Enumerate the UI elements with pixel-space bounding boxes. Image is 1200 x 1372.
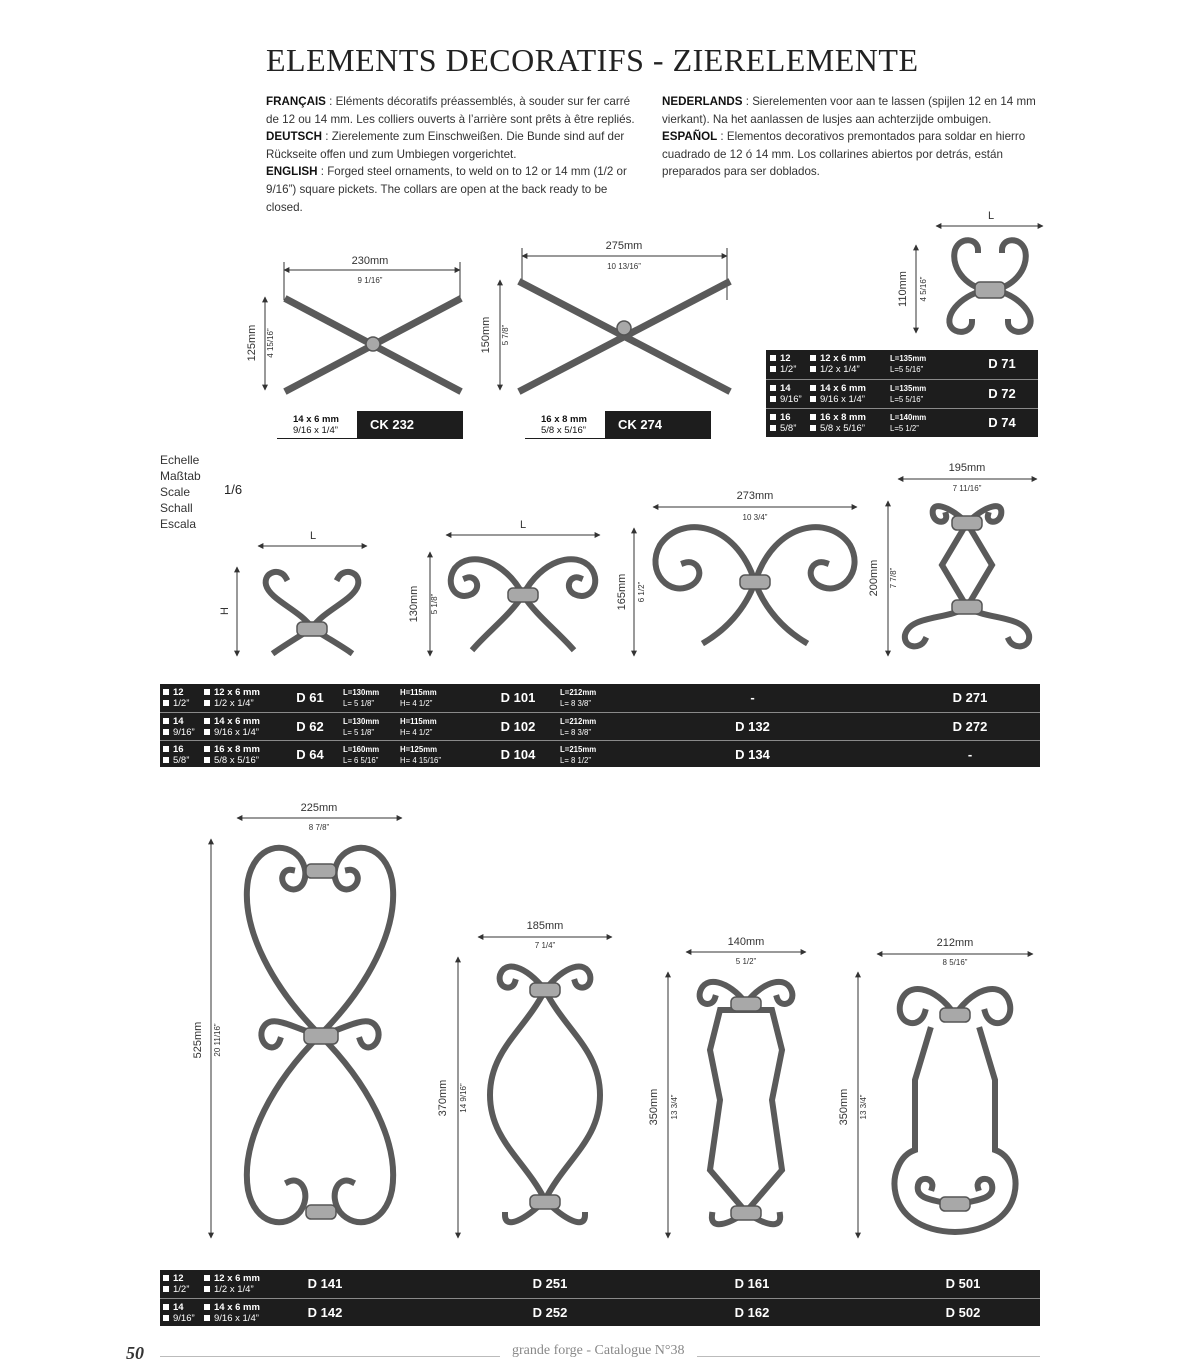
dim-d251-h-in: 14 9/16” bbox=[459, 1083, 468, 1113]
dim-d71-w: L bbox=[987, 210, 995, 222]
dim-d141-w-in: 8 7/8” bbox=[308, 823, 330, 832]
dim-d71-h: 110mm bbox=[897, 271, 909, 307]
footer-text: grande forge - Catalogue N°38 bbox=[500, 1343, 697, 1359]
dim-d251-w: 185mm bbox=[526, 920, 564, 932]
dim-d132-h-in: 6 1/2” bbox=[637, 581, 646, 603]
dim-d501-h: 350mm bbox=[838, 1088, 850, 1126]
scale-labels: Echelle Maßtab Scale Schall Escala bbox=[160, 453, 201, 531]
dim-d501-h-in: 13 3/4” bbox=[859, 1094, 868, 1120]
table-ck232 bbox=[277, 411, 463, 439]
table-row: 14 9/16” 14 x 6 mm 9/16 x 1/4” L=135mm L=5 5/16” D 72 bbox=[766, 379, 1038, 407]
dim-d132-h: 165mm bbox=[616, 573, 628, 611]
table-row: 14 9/16” 14 x 6 mm 9/16 x 1/4” D 62 L=130mm L= 5 1/8” H=115mm H= 4 1/2” D 102 L=212mm L= 8 3/8” D 132 D 272 bbox=[160, 712, 1040, 740]
ck232-section-in: 9/16 x 1/4” bbox=[283, 425, 339, 436]
page-title: ELEMENTS DECORATIFS - ZIERELEMENTE bbox=[266, 42, 919, 78]
ornament-d101 bbox=[451, 559, 596, 648]
dim-d141-h-in: 20 11/16” bbox=[213, 1023, 222, 1057]
dim-ck232-w: 230mm bbox=[351, 255, 389, 267]
dim-d271-w-in: 7 11/16” bbox=[952, 484, 982, 493]
dim-d141-h: 525mm bbox=[192, 1021, 204, 1059]
intro-en: ENGLISH : Forged steel ornaments, to weld on to 12 or 14 mm (1/2 or 9/16”) square pickets. The collars are open at the back ready to be closed. bbox=[266, 165, 627, 214]
dim-d271-h-in: 7 7/8” bbox=[889, 567, 898, 589]
dim-d101-h-in: 5 1/8” bbox=[430, 593, 439, 615]
table-row: 16 5/8” 16 x 8 mm 5/8 x 5/16” D 64 L=160mm L= 6 5/16” H=125mm H= 4 15/16” D 104 L=215mm L= 8 1/2” D 134 - bbox=[160, 740, 1040, 768]
table-row: 16 5/8” 16 x 8 mm 5/8 x 5/16” L=140mm L=5 1/2” D 74 bbox=[766, 408, 1038, 436]
table-d7 bbox=[766, 350, 1038, 437]
dim-d161-h-in: 13 3/4” bbox=[670, 1094, 679, 1120]
ornament-ck274 bbox=[522, 283, 727, 390]
dim-ck274-h: 150mm bbox=[480, 316, 492, 354]
code-d74: D 74 bbox=[988, 415, 1016, 430]
dim-d161-w-in: 5 1/2” bbox=[735, 957, 757, 966]
ornament-d61 bbox=[266, 572, 359, 652]
table-ck274 bbox=[525, 411, 711, 439]
intro-fr: FRANÇAIS : Eléments décoratifs préassemblés, à souder sur fer carré de 12 ou 14 mm. Les colliers ouverts à l’arrière sont prêts à être repliés. bbox=[266, 95, 635, 126]
dim-d251-w-in: 7 1/4” bbox=[534, 941, 556, 950]
dim-d71-h-in: 4 5/16” bbox=[919, 276, 928, 302]
dim-d161-w: 140mm bbox=[727, 936, 765, 948]
intro-nl: NEDERLANDS : Sierelementen voor aan te lassen (spijlen 12 en 14 mm vierkant). Na het aanlassen de lusjes aan achterzijde ombuigen. bbox=[662, 95, 1036, 126]
dim-ck232-h-in: 4 15/16” bbox=[266, 328, 275, 358]
dim-ck274-w-in: 10 13/16” bbox=[607, 262, 641, 271]
table-row: 12 1/2” 12 x 6 mm 1/2 x 1/4” D 141 D 251 D 161 D 501 bbox=[160, 1270, 1040, 1297]
code-d71: D 71 bbox=[988, 356, 1016, 371]
intro-de: DEUTSCH : Zierelemente zum Einschweißen. Die Bunde sind auf der Rückseite offen und zum Umbiegen vorgerichtet. bbox=[266, 130, 625, 161]
ornament-d501 bbox=[894, 989, 1015, 1232]
ck274-section-mm: 16 x 8 mm bbox=[531, 414, 587, 425]
dim-ck274-h-in: 5 7/8” bbox=[501, 324, 510, 346]
code-ck232: CK 232 bbox=[369, 417, 415, 432]
scale-value: 1/6 bbox=[224, 482, 243, 497]
code-d72: D 72 bbox=[988, 386, 1016, 401]
dim-d132-w-in: 10 3/4” bbox=[742, 513, 768, 522]
dim-d61-w: L bbox=[309, 530, 317, 542]
dim-d101-w: L bbox=[519, 519, 527, 531]
table-row: 12 1/2” 12 x 6 mm 1/2 x 1/4” L=135mm L=5 5/16” D 71 bbox=[766, 350, 1038, 377]
dim-d141-w: 225mm bbox=[300, 802, 338, 814]
ornament-d161 bbox=[700, 982, 793, 1224]
dim-d501-w-in: 8 5/16” bbox=[942, 958, 968, 967]
ck232-section-mm: 14 x 6 mm bbox=[283, 414, 339, 425]
dim-d101-h: 130mm bbox=[408, 585, 420, 623]
ornament-d251 bbox=[490, 967, 600, 1223]
dim-d251-h: 370mm bbox=[437, 1079, 449, 1117]
table-row: 12 1/2” 12 x 6 mm 1/2 x 1/4” D 61 L=130mm L= 5 1/8” H=115mm H= 4 1/2” D 101 L=212mm L= 8 3/8” - D 271 bbox=[160, 684, 1040, 711]
dim-d61-h: H bbox=[219, 607, 231, 615]
table-mid bbox=[160, 684, 1040, 767]
dim-d271-h: 200mm bbox=[868, 559, 880, 597]
dim-d132-w: 273mm bbox=[736, 490, 774, 502]
intro-es: ESPAÑOL : Elementos decorativos premontados para soldar en hierro cuadrado de 12 ó 14 mm. Los collarines abiertos por detrás, están preparados para ser doblados. bbox=[662, 130, 1026, 179]
code-ck274: CK 274 bbox=[617, 417, 663, 432]
table-row: 14 9/16” 14 x 6 mm 9/16 x 1/4” D 142 D 252 D 162 D 502 bbox=[160, 1298, 1040, 1326]
dim-d161-h: 350mm bbox=[648, 1088, 660, 1126]
page-number: 50 bbox=[126, 1343, 144, 1363]
dim-ck232-h: 125mm bbox=[246, 324, 258, 362]
dim-d271-w: 195mm bbox=[948, 462, 986, 474]
ck274-section-in: 5/8 x 5/16” bbox=[531, 425, 587, 436]
table-bottom bbox=[160, 1270, 1040, 1326]
dim-ck232-w-in: 9 1/16” bbox=[357, 276, 383, 285]
dimension-labels bbox=[192, 210, 994, 1125]
dim-ck274-w: 275mm bbox=[605, 240, 643, 252]
dim-d501-w: 212mm bbox=[936, 937, 974, 949]
